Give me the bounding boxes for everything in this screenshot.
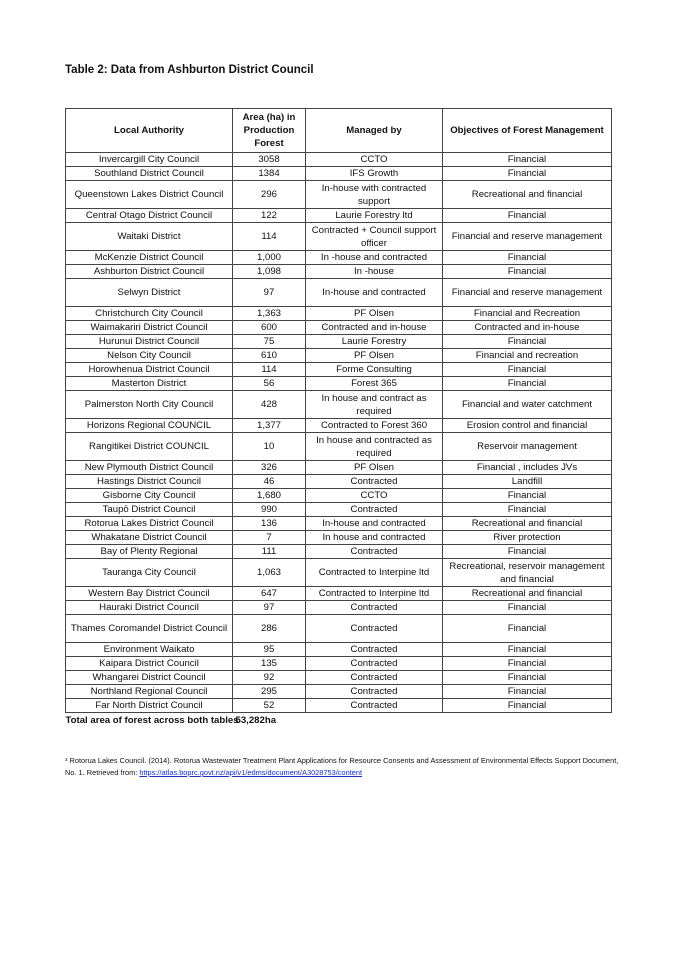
cell-managed-by: Contracted (306, 615, 443, 643)
cell-authority: Gisborne City Council (66, 489, 233, 503)
cell-area: 122 (233, 209, 306, 223)
cell-authority: Hauraki District Council (66, 601, 233, 615)
table-row (66, 657, 612, 671)
table-row (66, 587, 612, 601)
cell-authority: Horizons Regional COUNCIL (66, 419, 233, 433)
table-row (66, 419, 612, 433)
cell-objectives: Financial (443, 377, 612, 391)
cell-authority: Southland District Council (66, 167, 233, 181)
cell-area: 56 (233, 377, 306, 391)
table-row (66, 349, 612, 363)
header-objectives: Objectives of Forest Management (443, 109, 612, 153)
cell-objectives: Financial (443, 167, 612, 181)
cell-area: 114 (233, 363, 306, 377)
cell-authority: Rangitikei District COUNCIL (66, 433, 233, 461)
table-row (66, 363, 612, 377)
cell-authority: Rotorua Lakes District Council (66, 517, 233, 531)
cell-objectives: Financial and Recreation (443, 307, 612, 321)
cell-objectives: Financial (443, 503, 612, 517)
cell-objectives: Financial (443, 699, 612, 713)
table-row (66, 209, 612, 223)
cell-area: 1,000 (233, 251, 306, 265)
cell-managed-by: In-house and contracted (306, 517, 443, 531)
cell-managed-by: In -house and contracted (306, 251, 443, 265)
cell-area: 135 (233, 657, 306, 671)
cell-area: 10 (233, 433, 306, 461)
cell-area: 111 (233, 545, 306, 559)
cell-authority: Christchurch City Council (66, 307, 233, 321)
cell-authority: New Plymouth District Council (66, 461, 233, 475)
cell-area: 46 (233, 475, 306, 489)
cell-objectives: Financial (443, 489, 612, 503)
cell-managed-by: In -house (306, 265, 443, 279)
header-local-authority: Local Authority (66, 109, 233, 153)
cell-area: 1,363 (233, 307, 306, 321)
cell-authority: Whangarei District Council (66, 671, 233, 685)
table-row (66, 167, 612, 181)
cell-managed-by: CCTO (306, 153, 443, 167)
cell-objectives: Financial (443, 601, 612, 615)
cell-managed-by: Contracted to Interpine ltd (306, 587, 443, 601)
cell-managed-by: Contracted + Council support officer (306, 223, 443, 251)
cell-area: 7 (233, 531, 306, 545)
cell-managed-by: In house and contracted as required (306, 433, 443, 461)
cell-area: 647 (233, 587, 306, 601)
table-row (66, 377, 612, 391)
cell-objectives: Financial (443, 643, 612, 657)
table-header-row (66, 109, 612, 153)
cell-managed-by: In house and contract as required (306, 391, 443, 419)
table-row (66, 391, 612, 419)
cell-authority: Waimakariri District Council (66, 321, 233, 335)
cell-authority: Masterton District (66, 377, 233, 391)
cell-authority: Kaipara District Council (66, 657, 233, 671)
table-row (66, 251, 612, 265)
table-row (66, 643, 612, 657)
cell-objectives: Erosion control and financial (443, 419, 612, 433)
table-row (66, 559, 612, 587)
cell-managed-by: Contracted (306, 643, 443, 657)
cell-area: 75 (233, 335, 306, 349)
cell-managed-by: Laurie Forestry ltd (306, 209, 443, 223)
cell-authority: Whakatane District Council (66, 531, 233, 545)
cell-objectives: Financial (443, 685, 612, 699)
table-row (66, 685, 612, 699)
table-row (66, 699, 612, 713)
cell-authority: Selwyn District (66, 279, 233, 307)
cell-managed-by: Contracted (306, 671, 443, 685)
table-title: Table 2: Data from Ashburton District Council (65, 64, 314, 76)
cell-managed-by: Contracted (306, 601, 443, 615)
table-row (66, 517, 612, 531)
cell-authority: Far North District Council (66, 699, 233, 713)
table-row (66, 531, 612, 545)
cell-area: 97 (233, 601, 306, 615)
cell-objectives: Financial (443, 335, 612, 349)
header-managed-by: Managed by (306, 109, 443, 153)
cell-managed-by: Laurie Forestry (306, 335, 443, 349)
cell-authority: Environment Waikato (66, 643, 233, 657)
cell-objectives: Financial and reserve management (443, 279, 612, 307)
cell-area: 326 (233, 461, 306, 475)
cell-objectives: Financial (443, 265, 612, 279)
cell-managed-by: Contracted (306, 503, 443, 517)
cell-area: 1,063 (233, 559, 306, 587)
cell-authority: Nelson City Council (66, 349, 233, 363)
cell-authority: Tauranga City Council (66, 559, 233, 587)
cell-objectives: Financial and recreation (443, 349, 612, 363)
cell-objectives: Financial (443, 251, 612, 265)
cell-objectives: Financial (443, 545, 612, 559)
cell-objectives: Recreational and financial (443, 181, 612, 209)
cell-objectives: Financial , includes JVs (443, 461, 612, 475)
cell-managed-by: Contracted (306, 475, 443, 489)
cell-area: 92 (233, 671, 306, 685)
cell-authority: Central Otago District Council (66, 209, 233, 223)
cell-managed-by: Contracted (306, 545, 443, 559)
header-area: Area (ha) in Production Forest (233, 109, 306, 153)
cell-managed-by: In-house with contracted support (306, 181, 443, 209)
table-row (66, 265, 612, 279)
footnote (65, 755, 625, 779)
cell-managed-by: Contracted to Forest 360 (306, 419, 443, 433)
cell-authority: McKenzie District Council (66, 251, 233, 265)
cell-area: 1,680 (233, 489, 306, 503)
total-label: Total area of forest across both tables (65, 714, 239, 726)
cell-objectives: Financial (443, 657, 612, 671)
cell-authority: Hastings District Council (66, 475, 233, 489)
cell-area: 95 (233, 643, 306, 657)
cell-area: 600 (233, 321, 306, 335)
cell-area: 52 (233, 699, 306, 713)
cell-objectives: Financial (443, 153, 612, 167)
table-row (66, 279, 612, 307)
cell-authority: Ashburton District Council (66, 265, 233, 279)
table-row (66, 601, 612, 615)
cell-objectives: Recreational and financial (443, 517, 612, 531)
table-row (66, 615, 612, 643)
cell-managed-by: Forest 365 (306, 377, 443, 391)
cell-objectives: Recreational, reservoir management and financial (443, 559, 612, 587)
cell-objectives: Contracted and in-house (443, 321, 612, 335)
table-row (66, 503, 612, 517)
table-row (66, 307, 612, 321)
cell-objectives: Financial and reserve management (443, 223, 612, 251)
cell-authority: Horowhenua District Council (66, 363, 233, 377)
footnote-text: ³ Rotorua Lakes Council. (2014). Rotorua Wastewater Treatment Plant Applications for Resource Consents and Assessment of Environmental Effects Support Document, No. 1. Retrieved from: (65, 756, 619, 777)
cell-objectives: Financial (443, 615, 612, 643)
cell-area: 286 (233, 615, 306, 643)
cell-managed-by: Contracted to Interpine ltd (306, 559, 443, 587)
cell-managed-by: Contracted and in-house (306, 321, 443, 335)
footnote-link[interactable]: https://atlas.boprc.govt.nz/api/v1/edms/document/A3028753/content (139, 768, 363, 777)
cell-objectives: Reservoir management (443, 433, 612, 461)
table-row (66, 153, 612, 167)
cell-managed-by: CCTO (306, 489, 443, 503)
table-row (66, 335, 612, 349)
cell-authority: Western Bay District Council (66, 587, 233, 601)
cell-objectives: Financial (443, 209, 612, 223)
table-row (66, 181, 612, 209)
cell-authority: Waitaki District (66, 223, 233, 251)
table-row (66, 545, 612, 559)
cell-area: 295 (233, 685, 306, 699)
cell-managed-by: In house and contracted (306, 531, 443, 545)
cell-area: 114 (233, 223, 306, 251)
cell-managed-by: PF Olsen (306, 307, 443, 321)
forest-data-table (65, 108, 612, 727)
table-row (66, 461, 612, 475)
cell-managed-by: IFS Growth (306, 167, 443, 181)
cell-authority: Northland Regional Council (66, 685, 233, 699)
cell-authority: Palmerston North City Council (66, 391, 233, 419)
cell-managed-by: In-house and contracted (306, 279, 443, 307)
cell-managed-by: PF Olsen (306, 349, 443, 363)
table-row (66, 489, 612, 503)
table-row (66, 223, 612, 251)
total-row (66, 713, 612, 728)
table-row (66, 475, 612, 489)
cell-managed-by: Contracted (306, 685, 443, 699)
cell-authority: Thames Coromandel District Council (66, 615, 233, 643)
cell-managed-by: Contracted (306, 699, 443, 713)
cell-authority: Bay of Plenty Regional (66, 545, 233, 559)
cell-authority: Hurunui District Council (66, 335, 233, 349)
cell-area: 610 (233, 349, 306, 363)
cell-area: 296 (233, 181, 306, 209)
cell-authority: Taupō District Council (66, 503, 233, 517)
cell-authority: Queenstown Lakes District Council (66, 181, 233, 209)
cell-objectives: Landfill (443, 475, 612, 489)
cell-objectives: Financial and water catchment (443, 391, 612, 419)
cell-authority: Invercargill City Council (66, 153, 233, 167)
cell-area: 1384 (233, 167, 306, 181)
cell-objectives: Recreational and financial (443, 587, 612, 601)
table-row (66, 433, 612, 461)
cell-managed-by: Forme Consulting (306, 363, 443, 377)
cell-area: 3058 (233, 153, 306, 167)
table-row (66, 321, 612, 335)
cell-managed-by: PF Olsen (306, 461, 443, 475)
cell-objectives: Financial (443, 671, 612, 685)
total-value: 53,282ha (235, 714, 277, 726)
cell-objectives: Financial (443, 363, 612, 377)
cell-area: 1,098 (233, 265, 306, 279)
cell-area: 97 (233, 279, 306, 307)
cell-area: 428 (233, 391, 306, 419)
cell-area: 1,377 (233, 419, 306, 433)
cell-managed-by: Contracted (306, 657, 443, 671)
cell-objectives: River protection (443, 531, 612, 545)
cell-area: 990 (233, 503, 306, 517)
cell-area: 136 (233, 517, 306, 531)
table-row (66, 671, 612, 685)
